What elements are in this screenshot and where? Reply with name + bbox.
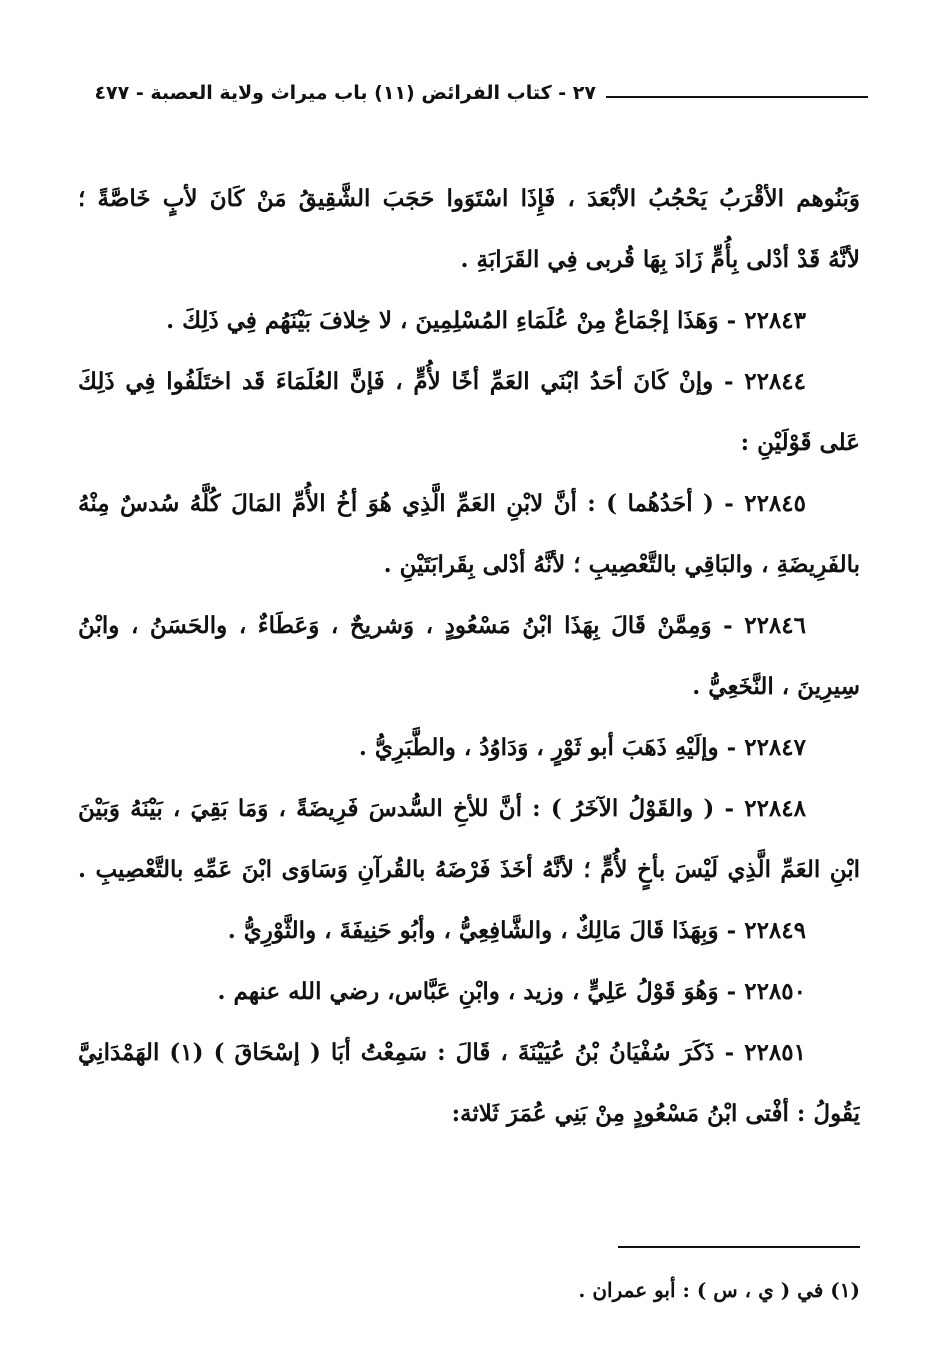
text-line: لأنَّهُ قَدْ أدْلى بِأُمٍّ زَادَ بِهَا قُربى فِي القَرَابَةِ . xyxy=(460,246,860,273)
text-line: وَبَنُوهم الأقْرَبُ يَحْجُبُ الأبْعَدَ ، فَإِذَا اسْتَوَوا حَجَبَ الشَّقِيقُ مَنْ كَانَ لأبٍ خَاصَّةً ؛ xyxy=(78,185,860,212)
paragraph-22846: ٢٢٨٤٦ - وَمِمَّنْ قَالَ بِهَذَا ابْنُ مَسْعُودٍ ، وَشريحٌ ، وَعَطَاءٌ ، والحَسَنُ ، وابْنُ xyxy=(78,612,806,639)
footnote-rule xyxy=(618,1246,860,1248)
header-title: ٢٧ - كتاب الفرائض (١١) باب ميراث ولاية العصبة - ٤٧٧ xyxy=(94,82,596,104)
paragraph-22850: ٢٢٨٥٠ - وَهُوَ قَوْلُ عَلِيٍّ ، وزيد ، وابْنِ عَبَّاس، رضي الله عنهم . xyxy=(217,978,806,1005)
header-rule xyxy=(606,96,868,98)
body-text xyxy=(78,168,860,1144)
text-line: سِيرِينَ ، النَّخَعِيُّ . xyxy=(692,673,860,700)
paragraph-22843: ٢٢٨٤٣ - وَهَذَا إجْمَاعٌ مِنْ عُلَمَاءِ المُسْلِمِينَ ، لا خِلافَ بَيْنَهُم فِي ذَلِكَ . xyxy=(166,307,806,334)
footnote: (١) في ( ي ، س ) : أبو عمران . xyxy=(578,1278,860,1302)
text-line: بالفَرِيضَةِ ، والبَاقِي بالتَّعْصِيبِ ؛ لأنَّهُ أدْلى بِقَرابَتَيْنِ . xyxy=(383,551,860,578)
paragraph-22849: ٢٢٨٤٩ - وَبِهَذَا قَالَ مَالِكٌ ، والشَّافِعِيُّ ، وأبُو حَنِيفَةَ ، والثَّوْرِيُّ . xyxy=(227,917,806,944)
paragraph-22848: ٢٢٨٤٨ - ( والقَوْلُ الآخَرُ ) : أنَّ للأخِ السُّدسَ فَرِيضَةً ، وَمَا بَقِيَ ، بَيْنَهُ وَبَيْنَ xyxy=(78,795,806,822)
text-line: يَقُولُ : أفْتى ابْنُ مَسْعُودٍ مِنْ بَنِي عُمَرَ ثَلاثة: xyxy=(451,1100,860,1127)
paragraph-22847: ٢٢٨٤٧ - وإلَيْهِ ذَهَبَ أبو ثَوْرٍ ، وَدَاوُدُ ، والطَّبَرِيُّ . xyxy=(358,734,806,761)
text-line: عَلى قَوْلَيْنِ : xyxy=(740,429,860,456)
text-line: ابْنِ العَمِّ الَّذِي لَيْسَ بأخٍ لأُمٍّ ؛ لأنَّهُ أخَذَ فَرْضَهُ بالقُرآنِ وَسَاوَى ابْنَ عَمِّهِ بالتَّعْصِيبِ . xyxy=(78,856,860,883)
paragraph-22844: ٢٢٨٤٤ - وإنْ كَانَ أحَدُ ابْنَي العَمِّ أخًا لأُمٍّ ، فَإنَّ العُلَمَاءَ قَد اختَلَفُوا فِي ذَلِكَ xyxy=(78,368,806,395)
paragraph-22845: ٢٢٨٤٥ - ( أحَدُهُما ) : أنَّ لابْنِ العَمِّ الَّذِي هُوَ أخُ الأُمِّ المَالَ كُلَّهُ سُدسٌ مِنْهُ xyxy=(78,490,806,517)
paragraph-22851: ٢٢٨٥١ - ذَكَرَ سُفْيَانُ بْنُ عُيَيْنَةَ ، قَالَ : سَمِعْتُ أبَا ( إسْحَاقَ ) (١) الهَمْدَانِيَّ xyxy=(78,1039,806,1066)
running-header xyxy=(88,78,868,118)
